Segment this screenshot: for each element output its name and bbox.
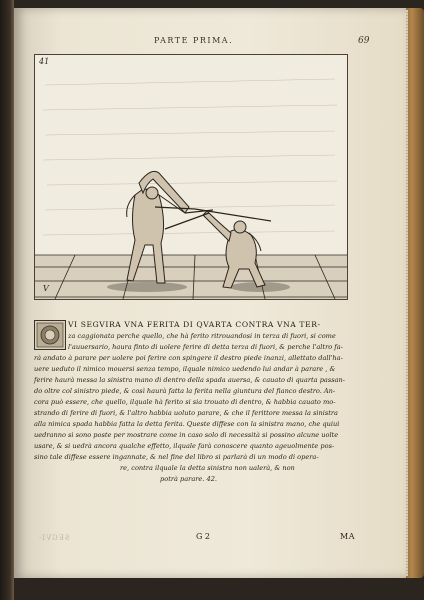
text-heading: VI SEGVIRA VNA FERITA DI QVARTA CONTRA VNA TER- (68, 320, 321, 329)
text-line-4: uere ueduto il nimico mouersi senza tempo, ilquale nimico uedendo lui andar à parare , & (34, 365, 336, 373)
signature-mark: G 2 (196, 532, 211, 541)
text-line-5: ferire haurà messa la sinistra mano di dentro della spada auersa, & cauato di quarta passan- (34, 376, 346, 384)
running-title: PARTE PRIMA. (154, 36, 234, 45)
text-line-1: za caggionata perche quello, che hà ferito ritrouandosi in terza di fuori, si come (68, 332, 336, 340)
text-line-14: potrà parare. 42. (160, 475, 217, 483)
bleed-through-text: SEGVI- (38, 534, 70, 542)
text-line-12: sino tale diffese essere ingannate, & nel fine del libro si parlarà di un modo di opera- (34, 453, 319, 461)
text-line-7: cora può essere, che quello, ilquale hà ferito si sia trouato di dentro, & habbia cauato mo- (34, 398, 336, 406)
text-line-6: do oltre col sinistro piede, & così haurà fatta la ferita nella giuntura del fianco destro. An- (34, 387, 336, 395)
page-number: 69 (358, 36, 370, 46)
text-line-13: re, contra ilquale la detta sinistra non ualerà, & non (120, 464, 295, 472)
decorated-initial (34, 320, 66, 350)
text-line-11: usare, & si uedrà ancora qualche effetto, ilquale farà conoscere quanto ageuolmente pos- (34, 442, 335, 450)
plate-number: 41 (39, 57, 50, 66)
book-spine-shadow (0, 0, 14, 600)
fencing-illustration (35, 55, 347, 299)
floor-grid (35, 255, 347, 299)
text-line-9: alla nimica spada habbia fatta la detta ferita. Queste diffese con la sinistra mano, che quiui (34, 420, 340, 428)
text-line-10: uedranno si sono poste per mostrare come in caso solo di necessità si possino alcune uolte (34, 431, 339, 439)
catchword: MA (340, 532, 355, 541)
text-line-8: strando di ferire di fuori, & l'altro habbia uoluto parare, & che il ferittore messa la sinistra (34, 409, 338, 417)
text-line-2: l'auuersario, haura finto di uolere ferire di detta terza di fuori, & perche l'altro fa- (68, 343, 343, 351)
plate-corner-mark: V (43, 284, 49, 293)
text-line-3: rà andato à parare per uolere poi ferire con spingere il destro piede inanzi, allettato dall'ha- (34, 354, 343, 362)
engraving-plate (34, 54, 348, 300)
